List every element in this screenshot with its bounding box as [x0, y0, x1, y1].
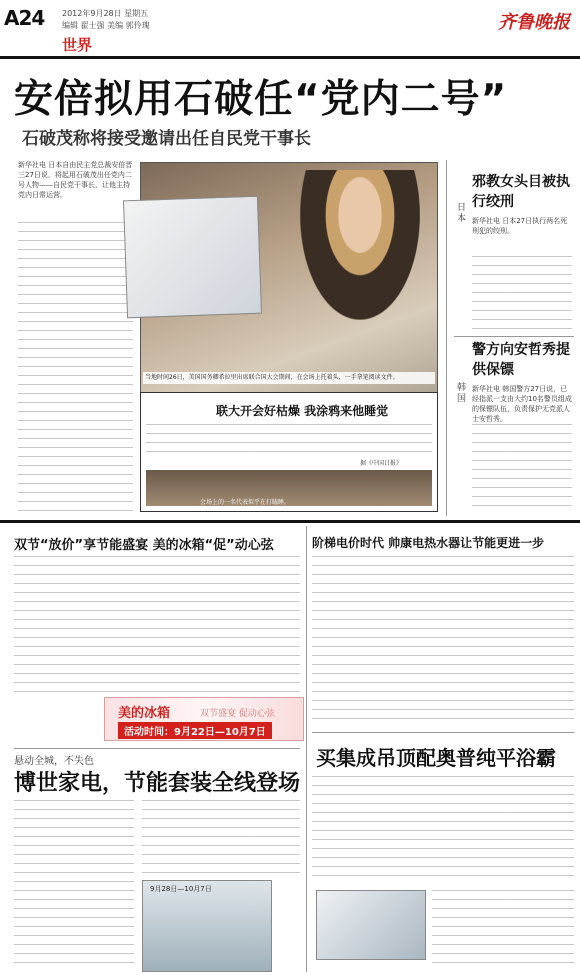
lower-left-kicker: 悬动全城，不失色 [14, 756, 94, 767]
photo-inset-notes [123, 196, 262, 319]
lower-right-story-body-2 [432, 890, 574, 970]
lower-left-divider [14, 748, 300, 749]
lower-right-body [312, 556, 574, 726]
section-label: 世界 [62, 36, 93, 54]
side-divider [454, 336, 574, 337]
editor-credits: 编辑 翟士强 美编 郭伶瑰 [62, 21, 150, 30]
ad-tagline: 双节盛宴 促动心弦 [200, 709, 275, 719]
lower-right-big-headline: 买集成吊顶配奥普纯平浴霸 [316, 746, 556, 770]
ad-title: 美的冰箱 [118, 706, 171, 721]
lower-left-body [14, 556, 300, 692]
section-separator [0, 520, 580, 523]
ad-dates: 活动时间：9月22日—10月7日 [118, 722, 272, 739]
side-story-2-tag: 韩国 [455, 382, 465, 404]
substory-headline: 联大开会好枯燥 我涂鸦来他睡觉 [216, 404, 389, 418]
lead-headline: 安倍拟用石破任“党内二号” [14, 77, 508, 122]
side-story-2-lead: 新华社电 韩国警方27日说，已经指派一支由大约10名警员组成的保镖队伍，负责保护无党派人士安哲秀。 [472, 385, 572, 423]
photo-caption: 当地时间26日，美国国务卿希拉里出席联合国大会期间，在会场上托着头，一手拿笔阅读文件。 [143, 372, 435, 384]
lower-left-story-body-2 [142, 800, 300, 876]
lower-right-story-body [312, 776, 574, 884]
side-story-1-headline: 邪教女头目被执行绞刑 [472, 174, 570, 210]
lead-body-column [18, 222, 133, 514]
lower-left-story-body [14, 800, 134, 970]
page-number: A24 [4, 6, 45, 30]
substory-body [146, 424, 432, 460]
lead-subhead: 石破茂称将接受邀请出任自民党干事长 [22, 129, 311, 149]
column-divider [446, 160, 447, 516]
issue-date: 2012年9月28日 星期五 [62, 9, 149, 18]
side-story-2-headline: 警方向安哲秀提供保镖 [472, 342, 570, 378]
photo-subject [300, 170, 420, 320]
side-story-1-lead: 新华社电 日本27日执行两名死刑犯的绞刑。 [472, 217, 568, 235]
substory-source: 据《中国日报》 [360, 460, 403, 467]
bath-heater-photo [316, 890, 426, 960]
newspaper-logo: 齐鲁晚报 [498, 12, 570, 33]
substory-caption: 会场上的一名代表似乎在打瞌睡。 [200, 499, 291, 506]
lower-column-divider [306, 526, 307, 972]
masthead [0, 0, 580, 58]
lower-right-headline: 阶梯电价时代 帅康电热水器让节能更进一步 [312, 536, 545, 550]
side-story-1-tag: 日本 [455, 202, 465, 224]
promo-title: 9月28日—10月7日 [150, 885, 212, 893]
lead-paragraph: 新华社电 日本自由民主党总裁安倍晋三27日说，将起用石破茂出任党内二号人物——自民党干事长，让他主持党内日常运营。 [18, 161, 133, 199]
masthead-rule [0, 56, 580, 59]
side-story-2-body [472, 424, 572, 512]
lower-left-headline: 双节“放价”享节能盛宴 美的冰箱“促”动心弦 [14, 538, 274, 553]
lower-right-divider [312, 732, 574, 733]
side-story-1-body [472, 256, 572, 332]
lower-left-big-headline: 博世家电，节能套装全线登场 [14, 771, 301, 796]
